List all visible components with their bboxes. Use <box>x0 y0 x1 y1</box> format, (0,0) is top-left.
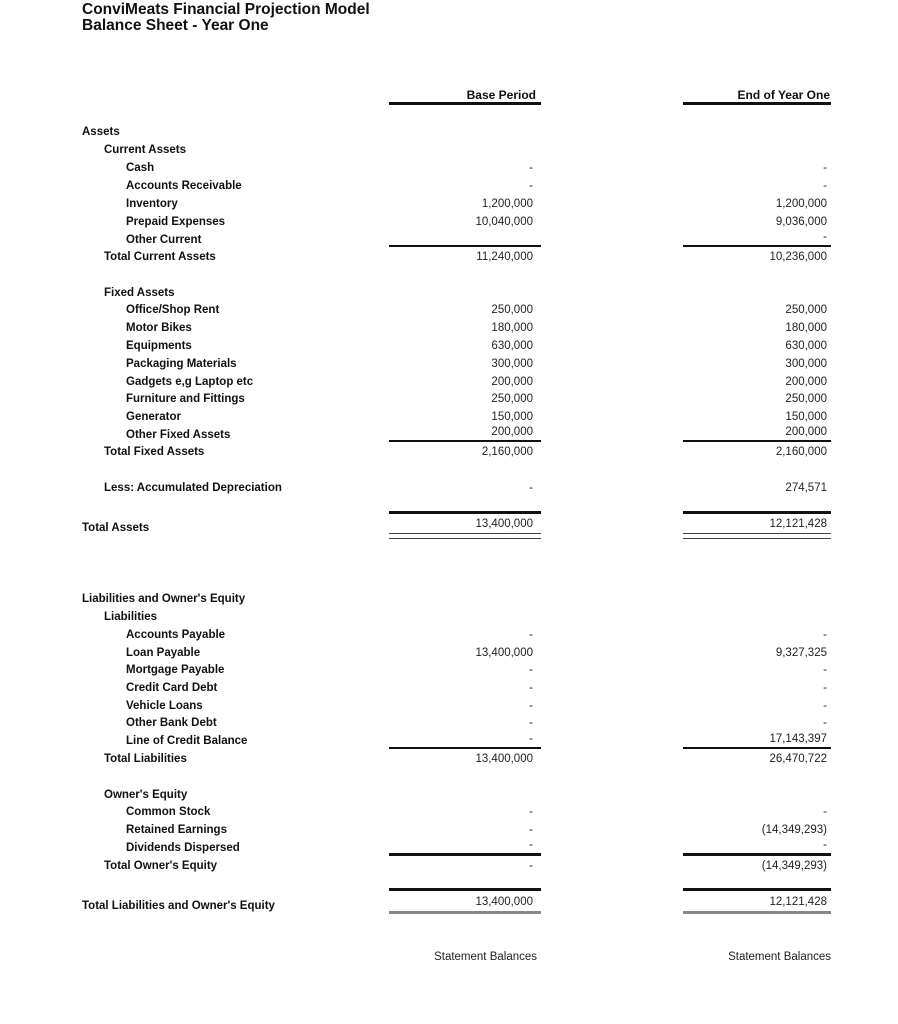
subtotal-rule-base <box>389 853 541 856</box>
end-value: - <box>823 231 827 243</box>
row-label: Total Assets <box>82 522 150 534</box>
end-value: 630,000 <box>785 340 827 352</box>
table-row <box>0 337 898 355</box>
base-value: 13,400,000 <box>475 896 533 908</box>
row-label: Total Liabilities and Owner's Equity <box>82 900 275 912</box>
row-label: Credit Card Debt <box>126 682 218 694</box>
subsection-heading <box>0 284 898 302</box>
double-underline-base <box>389 533 541 539</box>
table-row <box>0 679 898 697</box>
subsection-heading <box>0 786 898 804</box>
base-value: 150,000 <box>491 411 533 423</box>
base-value: 11,240,000 <box>476 251 533 263</box>
statement-balances-base: Statement Balances <box>434 951 537 963</box>
end-value: 200,000 <box>785 426 827 438</box>
base-value: - <box>529 664 533 676</box>
table-row <box>0 803 898 821</box>
base-value: 300,000 <box>491 358 533 370</box>
base-value: 13,400,000 <box>475 647 533 659</box>
table-row <box>0 626 898 644</box>
end-value: 9,327,325 <box>775 647 827 659</box>
end-value: - <box>823 806 827 818</box>
end-value: 17,143,397 <box>769 733 827 745</box>
base-value: 630,000 <box>491 340 533 352</box>
end-value: 12,121,428 <box>769 518 827 530</box>
row-label: Retained Earnings <box>126 824 227 836</box>
base-value: - <box>529 482 533 494</box>
total-rule-end <box>683 888 831 891</box>
table-row <box>0 390 898 408</box>
end-value: 9,036,000 <box>775 216 827 228</box>
row-label: Other Bank Debt <box>126 717 217 729</box>
end-value: 250,000 <box>785 393 827 405</box>
current-assets-heading: Current Assets <box>104 144 187 156</box>
end-value: (14,349,293) <box>761 824 827 836</box>
total-row <box>0 857 898 875</box>
base-value: - <box>529 839 533 851</box>
row-label: Mortgage Payable <box>126 664 225 676</box>
base-value: - <box>529 162 533 174</box>
base-value: 10,040,000 <box>475 216 533 228</box>
end-value: 2,160,000 <box>775 446 827 458</box>
table-row <box>0 373 898 391</box>
table-row <box>0 697 898 715</box>
end-value: - <box>823 682 827 694</box>
row-label: Accounts Payable <box>126 629 226 641</box>
row-label: Packaging Materials <box>126 358 237 370</box>
row-label: Total Liabilities <box>104 753 187 765</box>
base-value: - <box>529 180 533 192</box>
total-row <box>0 248 898 266</box>
end-value: 300,000 <box>785 358 827 370</box>
row-label: Gadgets e,g Laptop etc <box>126 376 254 388</box>
base-value: 13,400,000 <box>475 518 533 530</box>
end-value: - <box>823 162 827 174</box>
total-rule-end <box>683 511 831 514</box>
base-value: - <box>529 682 533 694</box>
base-value: 200,000 <box>491 376 533 388</box>
base-value: 1,200,000 <box>481 198 533 210</box>
table-row <box>0 644 898 662</box>
row-label: Less: Accumulated Depreciation <box>104 482 282 494</box>
liabilities-heading: Liabilities <box>104 611 158 623</box>
row-label: Total Fixed Assets <box>104 446 205 458</box>
column-header-end: End of Year One <box>737 88 830 102</box>
base-value: 13,400,000 <box>475 753 533 765</box>
section-heading <box>0 590 898 608</box>
end-value: 1,200,000 <box>775 198 827 210</box>
row-label: Motor Bikes <box>126 322 192 334</box>
statement-balances-end: Statement Balances <box>728 951 831 963</box>
end-value: (14,349,293) <box>761 860 827 872</box>
assets-heading: Assets <box>82 126 120 138</box>
base-value: - <box>529 806 533 818</box>
base-value: 250,000 <box>491 393 533 405</box>
base-value: - <box>529 733 533 745</box>
base-value: - <box>529 717 533 729</box>
row-label: Dividends Dispersed <box>126 842 240 854</box>
row-label: Generator <box>126 411 181 423</box>
owners-equity-heading: Owner's Equity <box>104 789 188 801</box>
subtotal-rule-base <box>389 245 541 247</box>
subtotal-rule-base <box>389 440 541 442</box>
row-label: Loan Payable <box>126 647 201 659</box>
subtotal-rule-base <box>389 747 541 749</box>
subtotal-rule-end <box>683 245 831 247</box>
row-label: Office/Shop Rent <box>126 304 220 316</box>
end-value: - <box>823 700 827 712</box>
double-underline-end <box>683 911 831 914</box>
row-label: Other Fixed Assets <box>126 429 231 441</box>
end-value: 180,000 <box>785 322 827 334</box>
total-row <box>0 750 898 768</box>
row-label: Furniture and Fittings <box>126 393 245 405</box>
base-value: 200,000 <box>491 426 533 438</box>
end-value: - <box>823 839 827 851</box>
row-label: Total Current Assets <box>104 251 216 263</box>
end-value: - <box>823 664 827 676</box>
table-row <box>0 355 898 373</box>
column-header-base: Base Period <box>466 88 536 102</box>
row-label: Accounts Receivable <box>126 180 242 192</box>
end-value: - <box>823 180 827 192</box>
row-label: Line of Credit Balance <box>126 735 248 747</box>
table-row <box>0 177 898 195</box>
total-row <box>0 443 898 461</box>
row-label: Other Current <box>126 234 202 246</box>
row-label: Cash <box>126 162 155 174</box>
double-underline-base <box>389 911 541 914</box>
end-value: 12,121,428 <box>769 896 827 908</box>
table-row <box>0 159 898 177</box>
fixed-assets-heading: Fixed Assets <box>104 287 175 299</box>
row-label: Common Stock <box>126 806 211 818</box>
base-value: - <box>529 629 533 641</box>
end-value: 10,236,000 <box>769 251 827 263</box>
row-label: Equipments <box>126 340 192 352</box>
total-rule-base <box>389 888 541 891</box>
end-value: 200,000 <box>785 376 827 388</box>
title-line-1: ConviMeats Financial Projection Model <box>82 1 370 18</box>
row-label: Vehicle Loans <box>126 700 203 712</box>
base-value: - <box>529 824 533 836</box>
header-rule-end <box>683 102 831 105</box>
row-label: Total Owner's Equity <box>104 860 218 872</box>
header-rule-base <box>389 102 541 105</box>
base-value: - <box>529 700 533 712</box>
total-rule-base <box>389 511 541 514</box>
table-row <box>0 195 898 213</box>
subtotal-rule-end <box>683 853 831 856</box>
end-value: 150,000 <box>785 411 827 423</box>
title-line-2: Balance Sheet - Year One <box>82 17 269 34</box>
subtotal-rule-end <box>683 440 831 442</box>
base-value: 2,160,000 <box>481 446 533 458</box>
table-row <box>0 661 898 679</box>
base-value: 250,000 <box>491 304 533 316</box>
subsection-heading <box>0 141 898 159</box>
row-label: Inventory <box>126 198 178 210</box>
subtotal-rule-end <box>683 747 831 749</box>
table-row <box>0 301 898 319</box>
table-row <box>0 479 898 497</box>
end-value: 250,000 <box>785 304 827 316</box>
table-row <box>0 319 898 337</box>
liabilities-equity-heading: Liabilities and Owner's Equity <box>82 593 246 605</box>
end-value: - <box>823 629 827 641</box>
section-heading <box>0 123 898 141</box>
end-value: 26,470,722 <box>769 753 827 765</box>
base-value: 180,000 <box>491 322 533 334</box>
end-value: 274,571 <box>785 482 827 494</box>
base-value: - <box>529 860 533 872</box>
subsection-heading <box>0 608 898 626</box>
end-value: - <box>823 717 827 729</box>
double-underline-end <box>683 533 831 539</box>
row-label: Prepaid Expenses <box>126 216 226 228</box>
